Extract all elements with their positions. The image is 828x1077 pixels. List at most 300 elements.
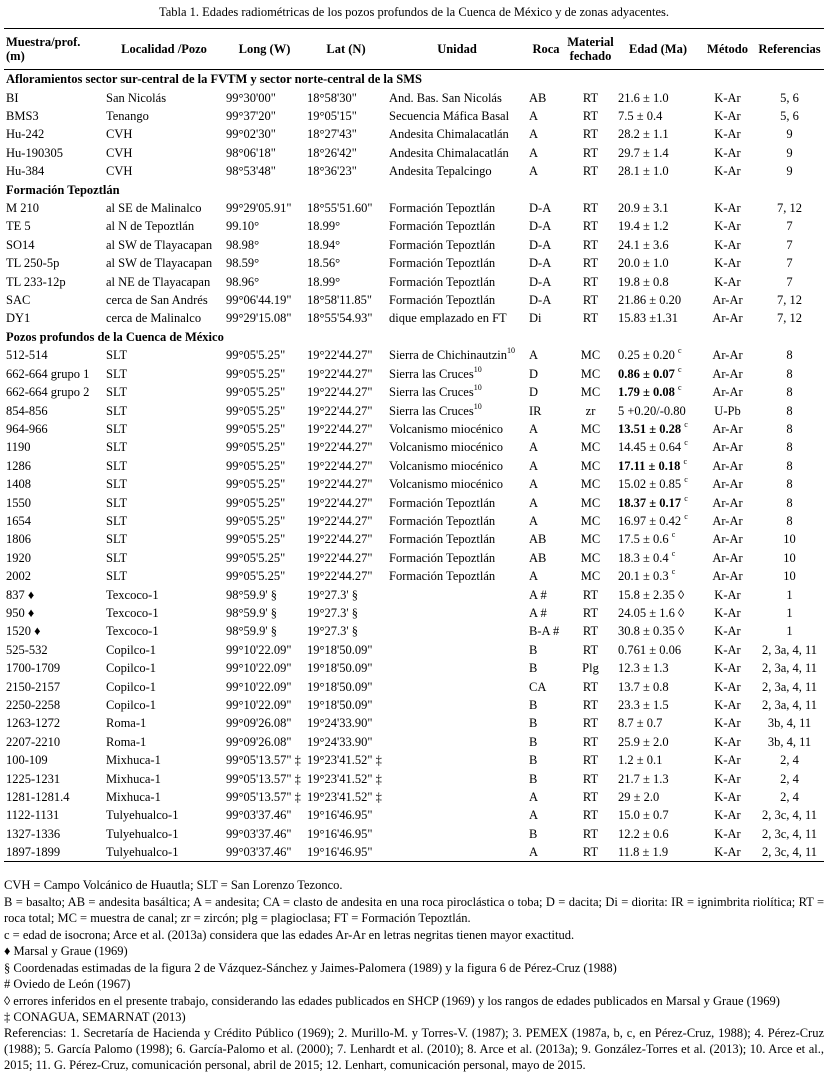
col-unidad: Unidad bbox=[387, 29, 527, 70]
cell-unidad: Sierra las Cruces$^{10}$ bbox=[389, 383, 482, 400]
cell-metodo: K-Ar bbox=[714, 587, 741, 602]
cell-muestra: 964-966 bbox=[6, 421, 48, 436]
cell-lat: 19°18'50.09" bbox=[307, 642, 373, 657]
cell-material: RT bbox=[582, 624, 599, 639]
cell-metodo: K-Ar bbox=[714, 808, 741, 823]
cell-referencia: 7, 12 bbox=[777, 293, 802, 308]
cell-long: 99°05'5.25" bbox=[226, 477, 286, 492]
cell-metodo: Ar-Ar bbox=[712, 550, 743, 565]
cell-material: RT bbox=[582, 90, 599, 105]
cell-metodo: K-Ar bbox=[714, 624, 741, 639]
cell-long: 99°05'5.25" bbox=[226, 495, 286, 510]
cell-localidad: Texcoco-1 bbox=[106, 624, 159, 639]
footnote-isochron: c = edad de isocrona; Arce et al. (2013a) considera que las edades Ar-Ar en letras negritas tienen mayor exactitud. bbox=[4, 928, 575, 942]
cell-lat: 19°05'15" bbox=[307, 109, 357, 124]
cell-metodo: U-Pb bbox=[714, 403, 741, 418]
cell-referencia: 9 bbox=[786, 145, 793, 160]
cell-material: RT bbox=[582, 293, 599, 308]
cell-lat: 19°22'44.27" bbox=[307, 532, 373, 547]
cell-lat: 19°22'44.27" bbox=[307, 477, 373, 492]
cell-material: RT bbox=[582, 274, 599, 289]
age-value: 17.5 ± 0.6 bbox=[618, 532, 669, 547]
section-title: Afloramientos sector sur-central de la FVTM y sector norte-central de la SMS bbox=[6, 72, 422, 87]
cell-metodo: K-Ar bbox=[714, 90, 741, 105]
cell-unidad: Formación Tepoztlán bbox=[389, 274, 496, 289]
cell-lat: 19°18'50.09" bbox=[307, 679, 373, 694]
cell-lat: 18°58'11.85" bbox=[307, 293, 373, 308]
cell-metodo: K-Ar bbox=[714, 219, 741, 234]
cell-metodo: K-Ar bbox=[714, 201, 741, 216]
cell-lat: 18.99° bbox=[307, 274, 341, 289]
cell-muestra: Hu-242 bbox=[6, 127, 45, 142]
table-row bbox=[4, 88, 824, 106]
age-superscript: c bbox=[684, 438, 688, 448]
cell-roca: D-A bbox=[529, 256, 552, 271]
cell-roca: D-A bbox=[529, 274, 552, 289]
cell-localidad: SLT bbox=[106, 421, 128, 436]
cell-long: 99°05'13.57" ‡ bbox=[226, 771, 301, 786]
cell-unidad: Volcanismo miocénico bbox=[389, 440, 503, 455]
cell-muestra: Hu-190305 bbox=[6, 145, 63, 160]
table-row bbox=[4, 309, 824, 327]
cell-localidad: al SW de Tlayacapan bbox=[106, 237, 213, 252]
cell-lat: 19°24'33.90" bbox=[307, 716, 373, 731]
age-superscript: c bbox=[684, 493, 688, 503]
age-value: 21.86 ± 0.20 bbox=[618, 293, 682, 308]
age-value: 18.37 ± 0.17 bbox=[618, 495, 682, 510]
cell-muestra: TE 5 bbox=[6, 219, 31, 234]
cell-edad bbox=[616, 567, 700, 585]
cell-edad bbox=[616, 457, 700, 475]
age-value: 13.51 ± 0.28 bbox=[618, 421, 682, 436]
cell-material: RT bbox=[582, 753, 599, 768]
cell-material: MC bbox=[580, 532, 601, 547]
cell-material: MC bbox=[580, 569, 601, 584]
cell-localidad: Mixhuca-1 bbox=[106, 753, 161, 768]
cell-edad bbox=[616, 604, 700, 622]
cell-edad bbox=[616, 272, 700, 290]
cell-localidad: SLT bbox=[106, 348, 128, 363]
cell-edad bbox=[616, 309, 700, 327]
cell-localidad: SLT bbox=[106, 440, 128, 455]
cell-metodo: K-Ar bbox=[714, 771, 741, 786]
cell-material: MC bbox=[580, 366, 601, 381]
cell-metodo: Ar-Ar bbox=[712, 477, 743, 492]
cell-localidad: Copilco-1 bbox=[106, 698, 156, 713]
cell-localidad: SLT bbox=[106, 550, 128, 565]
cell-lat: 19°23'41.52" ‡ bbox=[307, 771, 382, 786]
cell-referencia: 7 bbox=[786, 237, 793, 252]
cell-metodo: K-Ar bbox=[714, 734, 741, 749]
cell-material: RT bbox=[582, 164, 599, 179]
cell-metodo: Ar-Ar bbox=[712, 440, 743, 455]
table-row bbox=[4, 769, 824, 787]
cell-unidad bbox=[387, 696, 527, 714]
unit-superscript: 10 bbox=[507, 346, 516, 356]
cell-lat: 19°22'44.27" bbox=[307, 495, 373, 510]
table-row bbox=[4, 641, 824, 659]
cell-localidad: SLT bbox=[106, 569, 128, 584]
table-row bbox=[4, 438, 824, 456]
cell-edad bbox=[616, 401, 700, 419]
cell-long: 98°59.9' § bbox=[226, 624, 278, 639]
cell-lat: 18.99° bbox=[307, 219, 341, 234]
cell-edad bbox=[616, 714, 700, 732]
cell-muestra: DY1 bbox=[6, 311, 31, 326]
age-value: 29.7 ± 1.4 bbox=[618, 145, 669, 160]
cell-metodo: K-Ar bbox=[714, 679, 741, 694]
cell-metodo: K-Ar bbox=[714, 127, 741, 142]
age-superscript: c bbox=[678, 383, 682, 393]
cell-roca: B bbox=[529, 753, 538, 768]
cell-unidad: Formación Tepoztlán bbox=[389, 550, 496, 565]
cell-material: MC bbox=[580, 550, 601, 565]
cell-lat: 18.56° bbox=[307, 256, 341, 271]
cell-unidad bbox=[387, 677, 527, 695]
cell-material: RT bbox=[582, 219, 599, 234]
table-row bbox=[4, 162, 824, 180]
cell-unidad: Formación Tepoztlán bbox=[389, 532, 496, 547]
cell-lat: 18°26'42" bbox=[307, 145, 357, 160]
age-value: 19.8 ± 0.8 bbox=[618, 274, 669, 289]
cell-metodo: Ar-Ar bbox=[712, 421, 743, 436]
age-value: 19.4 ± 1.2 bbox=[618, 219, 669, 234]
cell-unidad: Andesita Tepalcingo bbox=[389, 164, 492, 179]
cell-metodo: Ar-Ar bbox=[712, 385, 743, 400]
table-row bbox=[4, 677, 824, 695]
age-value: 0.761 ± 0.06 bbox=[618, 642, 682, 657]
cell-muestra: 837 ♦ bbox=[6, 587, 35, 602]
footnote-abbrev-rocks: B = basalto; AB = andesita basáltica; A = andesita; CA = clasto de andesita en una roca piroclástica o toba; D = dacita; Di = diorita: IR = ignimbrita riolítica; RT = roca total; MC = muestra de canal; zr = zircón; plg = plagioclasa; FT = Formación Tepoztlán. bbox=[4, 895, 824, 925]
footnote-marsal: ♦ Marsal y Graue (1969) bbox=[4, 944, 128, 958]
cell-referencia: 9 bbox=[786, 164, 793, 179]
cell-edad bbox=[616, 365, 700, 383]
cell-long: 99°09'26.08" bbox=[226, 716, 292, 731]
cell-edad bbox=[616, 696, 700, 714]
cell-edad bbox=[616, 475, 700, 493]
table-row bbox=[4, 401, 824, 419]
cell-long: 99°05'5.25" bbox=[226, 366, 286, 381]
table-row bbox=[4, 217, 824, 235]
cell-material: RT bbox=[582, 127, 599, 142]
cell-material: RT bbox=[582, 237, 599, 252]
cell-long: 98.98° bbox=[226, 237, 260, 252]
cell-localidad: SLT bbox=[106, 495, 128, 510]
cell-lat: 18°55'54.93" bbox=[307, 311, 373, 326]
cell-metodo: K-Ar bbox=[700, 843, 755, 862]
cell-lat: 18°27'43" bbox=[307, 127, 357, 142]
cell-referencia: 8 bbox=[786, 403, 793, 418]
cell-localidad: Roma-1 bbox=[106, 734, 147, 749]
table-row bbox=[4, 272, 824, 290]
age-value: 25.9 ± 2.0 bbox=[618, 734, 669, 749]
age-superscript: c bbox=[671, 548, 676, 558]
age-superscript: c bbox=[678, 364, 682, 374]
cell-unidad: Volcanismo miocénico bbox=[389, 421, 503, 436]
table-row bbox=[4, 254, 824, 272]
age-value: 23.3 ± 1.5 bbox=[618, 698, 669, 713]
cell-lat: 19°23'41.52" ‡ bbox=[307, 790, 382, 805]
cell-metodo: Ar-Ar bbox=[712, 495, 743, 510]
cell-edad bbox=[616, 512, 700, 530]
footnote-abbrev-localities: CVH = Campo Volcánico de Huautla; SLT = San Lorenzo Tezonco. bbox=[4, 878, 343, 892]
cell-unidad: Sierra las Cruces$^{10}$ bbox=[389, 364, 482, 381]
cell-localidad: cerca de Malinalco bbox=[106, 311, 202, 326]
cell-metodo: Ar-Ar bbox=[712, 458, 743, 473]
cell-lat: 19°18'50.09" bbox=[307, 698, 373, 713]
cell-edad bbox=[616, 530, 700, 548]
age-superscript: c bbox=[671, 530, 676, 540]
cell-lat: 19°22'44.27" bbox=[307, 513, 373, 528]
cell-edad bbox=[616, 622, 700, 640]
age-value: 18.3 ± 0.4 bbox=[618, 550, 669, 565]
cell-metodo: K-Ar bbox=[714, 145, 741, 160]
cell-long: 99°05'5.25" bbox=[226, 385, 286, 400]
cell-referencia: 2, 3c, 4, 11 bbox=[761, 826, 818, 841]
cell-roca: AB bbox=[529, 550, 547, 565]
cell-lat: 18°36'23" bbox=[307, 164, 357, 179]
table-row bbox=[4, 125, 824, 143]
table-title: Tabla 1. Edades radiométricas de los pozos profundos de la Cuenca de México y de zonas adyacentes. bbox=[158, 5, 670, 19]
table-row bbox=[4, 291, 824, 309]
cell-metodo: K-Ar bbox=[714, 661, 741, 676]
cell-long: 99°09'26.08" bbox=[226, 734, 292, 749]
cell-lat: 19°16'46.95" bbox=[307, 826, 373, 841]
cell-localidad: CVH bbox=[106, 127, 133, 142]
age-value: 20.9 ± 3.1 bbox=[618, 201, 669, 216]
table-row bbox=[4, 530, 824, 548]
cell-roca: IR bbox=[529, 403, 542, 418]
cell-unidad bbox=[387, 751, 527, 769]
col-lat: Lat (N) bbox=[305, 29, 387, 70]
cell-roca: B bbox=[529, 771, 538, 786]
cell-lat: 19°16'46.95" bbox=[305, 843, 387, 862]
cell-edad bbox=[616, 125, 700, 143]
section-title: Pozos profundos de la Cuenca de México bbox=[6, 329, 224, 344]
cell-unidad bbox=[387, 641, 527, 659]
cell-localidad: Texcoco-1 bbox=[106, 605, 159, 620]
cell-localidad: SLT bbox=[106, 532, 128, 547]
footnote-conagua: ‡ CONAGUA, SEMARNAT (2013) bbox=[4, 1010, 186, 1024]
table-row bbox=[4, 512, 824, 530]
age-value: 15.0 ± 0.7 bbox=[618, 808, 669, 823]
cell-long: 98°59.9' § bbox=[226, 605, 278, 620]
cell-referencia: 2, 3c, 4, 11 bbox=[761, 808, 818, 823]
cell-edad bbox=[616, 788, 700, 806]
table-row bbox=[4, 365, 824, 383]
cell-referencia: 1 bbox=[786, 624, 793, 639]
cell-muestra: 1897-1899 bbox=[4, 843, 104, 862]
cell-metodo: K-Ar bbox=[714, 256, 741, 271]
age-value: 29 ± 2.0 bbox=[618, 790, 660, 805]
cell-unidad: Volcanismo miocénico bbox=[389, 477, 503, 492]
cell-unidad: Secuencia Máfica Basal bbox=[389, 109, 510, 124]
age-value: 0.86 ± 0.07 bbox=[618, 366, 675, 381]
cell-long: 99°02'30" bbox=[226, 127, 276, 142]
table-row bbox=[4, 199, 824, 217]
cell-edad bbox=[616, 162, 700, 180]
cell-lat: 19°27.3' § bbox=[307, 605, 359, 620]
cell-referencia: 7, 12 bbox=[777, 311, 802, 326]
cell-localidad: San Nicolás bbox=[106, 90, 167, 105]
cell-long: 99°30'00" bbox=[226, 90, 276, 105]
cell-roca: A bbox=[529, 513, 539, 528]
cell-referencia: 10 bbox=[783, 532, 796, 547]
cell-muestra: 662-664 grupo 1 bbox=[6, 366, 90, 381]
cell-muestra: 1654 bbox=[6, 513, 31, 528]
cell-lat: 19°18'50.09" bbox=[307, 661, 373, 676]
table-row bbox=[4, 788, 824, 806]
cell-referencia: 2, 3a, 4, 11 bbox=[761, 679, 818, 694]
cell-roca: A # bbox=[529, 605, 547, 620]
col-edad: Edad (Ma) bbox=[616, 29, 700, 70]
cell-roca: A bbox=[529, 790, 539, 805]
age-value: 5 +0.20/-0.80 bbox=[618, 403, 686, 418]
cell-muestra: 512-514 bbox=[6, 348, 48, 363]
cell-edad bbox=[616, 493, 700, 511]
cell-referencia: 2, 4 bbox=[780, 790, 799, 805]
age-value: 30.8 ± 0.35 ◊ bbox=[618, 624, 685, 639]
cell-roca: A bbox=[529, 127, 539, 142]
cell-roca: A bbox=[529, 808, 539, 823]
cell-material: RT bbox=[582, 587, 599, 602]
cell-referencia: 2, 3a, 4, 11 bbox=[761, 698, 818, 713]
cell-muestra: 1806 bbox=[6, 532, 31, 547]
cell-muestra: 2150-2157 bbox=[6, 679, 61, 694]
cell-roca: D-A bbox=[529, 219, 552, 234]
cell-muestra: 1122-1131 bbox=[6, 808, 60, 823]
col-material: Material fechado bbox=[565, 29, 616, 70]
cell-material: RT bbox=[582, 808, 599, 823]
section-row bbox=[4, 70, 824, 89]
cell-long: 99°37'20" bbox=[226, 109, 276, 124]
cell-roca: B bbox=[529, 642, 538, 657]
cell-referencia: 3b, 4, 11 bbox=[767, 734, 812, 749]
cell-long: 99°05'13.57" ‡ bbox=[226, 790, 301, 805]
cell-localidad: cerca de San Andrés bbox=[106, 293, 208, 308]
cell-localidad: Copilco-1 bbox=[106, 661, 156, 676]
cell-long: 98.59° bbox=[226, 256, 260, 271]
cell-edad bbox=[616, 217, 700, 235]
cell-material: RT bbox=[582, 642, 599, 657]
cell-edad bbox=[616, 236, 700, 254]
cell-muestra: 2002 bbox=[6, 569, 31, 584]
table-row bbox=[4, 420, 824, 438]
cell-referencia: 8 bbox=[786, 385, 793, 400]
cell-localidad: SLT bbox=[106, 385, 128, 400]
cell-localidad: Roma-1 bbox=[106, 716, 147, 731]
cell-material: MC bbox=[580, 385, 601, 400]
cell-material: Plg bbox=[582, 661, 599, 676]
cell-unidad: Formación Tepoztlán bbox=[389, 495, 496, 510]
cell-long: 98°06'18" bbox=[226, 145, 276, 160]
cell-metodo: Ar-Ar bbox=[712, 293, 743, 308]
cell-metodo: Ar-Ar bbox=[712, 569, 743, 584]
cell-lat: 19°24'33.90" bbox=[307, 734, 373, 749]
cell-roca: A bbox=[529, 495, 539, 510]
cell-material: RT bbox=[582, 256, 599, 271]
cell-roca: D bbox=[529, 385, 539, 400]
cell-referencia: 8 bbox=[786, 458, 793, 473]
age-value: 20.1 ± 0.3 bbox=[618, 569, 669, 584]
col-muestra: Muestra/prof. (m) bbox=[4, 29, 104, 70]
cell-metodo: K-Ar bbox=[714, 790, 741, 805]
cell-unidad: Formación Tepoztlán bbox=[389, 513, 496, 528]
cell-roca: AB bbox=[529, 90, 547, 105]
cell-long: 99°29'15.08" bbox=[226, 311, 292, 326]
cell-long: 99°05'5.25" bbox=[226, 550, 286, 565]
cell-muestra: 1225-1231 bbox=[6, 771, 61, 786]
age-value: 16.97 ± 0.42 bbox=[618, 513, 682, 528]
cell-lat: 18°58'30" bbox=[307, 90, 357, 105]
cell-long: 98°59.9' § bbox=[226, 587, 278, 602]
age-superscript: c bbox=[683, 456, 688, 466]
cell-lat: 19°27.3' § bbox=[307, 587, 359, 602]
table-row bbox=[4, 733, 824, 751]
table-row bbox=[4, 144, 824, 162]
cell-material: RT bbox=[582, 605, 599, 620]
cell-lat: 19°22'44.27" bbox=[307, 348, 373, 363]
cell-edad bbox=[616, 585, 700, 603]
cell-referencia: 2, 4 bbox=[780, 753, 799, 768]
age-value: 21.7 ± 1.3 bbox=[618, 771, 669, 786]
unit-superscript: 10 bbox=[473, 383, 482, 393]
cell-roca: A bbox=[529, 109, 539, 124]
cell-lat: 19°22'44.27" bbox=[307, 385, 373, 400]
cell-material: RT bbox=[582, 734, 599, 749]
footnote-oviedo: # Oviedo de León (1967) bbox=[4, 977, 131, 991]
age-value: 12.2 ± 0.6 bbox=[618, 826, 669, 841]
cell-edad bbox=[616, 677, 700, 695]
cell-localidad: CVH bbox=[106, 145, 133, 160]
cell-long: 99°05'5.25" bbox=[226, 513, 286, 528]
cell-edad bbox=[616, 659, 700, 677]
cell-edad bbox=[616, 641, 700, 659]
table-row bbox=[4, 751, 824, 769]
cell-roca: B bbox=[529, 661, 538, 676]
cell-material: RT bbox=[582, 201, 599, 216]
table-row bbox=[4, 825, 824, 843]
cell-metodo: K-Ar bbox=[714, 642, 741, 657]
cell-edad bbox=[616, 751, 700, 769]
cell-unidad bbox=[387, 788, 527, 806]
unit-superscript: 10 bbox=[473, 401, 482, 411]
cell-edad bbox=[616, 420, 700, 438]
cell-roca: B-A # bbox=[529, 624, 560, 639]
cell-unidad: Sierra de Chichinautzin$^{10}$ bbox=[389, 346, 516, 363]
table-row bbox=[4, 493, 824, 511]
cell-material: RT bbox=[582, 145, 599, 160]
cell-edad bbox=[616, 843, 700, 862]
cell-unidad bbox=[387, 733, 527, 751]
cell-unidad: Formación Tepoztlán bbox=[389, 237, 496, 252]
cell-long: 99°05'5.25" bbox=[226, 458, 286, 473]
cell-long: 99.10° bbox=[226, 219, 260, 234]
cell-roca: A bbox=[529, 458, 539, 473]
cell-roca: B bbox=[529, 716, 538, 731]
table-row bbox=[4, 567, 824, 585]
cell-muestra: 1263-1272 bbox=[6, 716, 61, 731]
cell-long: 99°10'22.09" bbox=[226, 642, 292, 657]
cell-localidad: Mixhuca-1 bbox=[106, 771, 161, 786]
cell-muestra: 1281-1281.4 bbox=[6, 790, 70, 805]
cell-unidad: Formación Tepoztlán bbox=[389, 201, 496, 216]
age-value: 24.1 ± 3.6 bbox=[618, 237, 669, 252]
cell-unidad: Formación Tepoztlán bbox=[389, 569, 496, 584]
cell-edad bbox=[616, 254, 700, 272]
cell-muestra: 1286 bbox=[6, 458, 31, 473]
cell-referencia: 8 bbox=[786, 477, 793, 492]
